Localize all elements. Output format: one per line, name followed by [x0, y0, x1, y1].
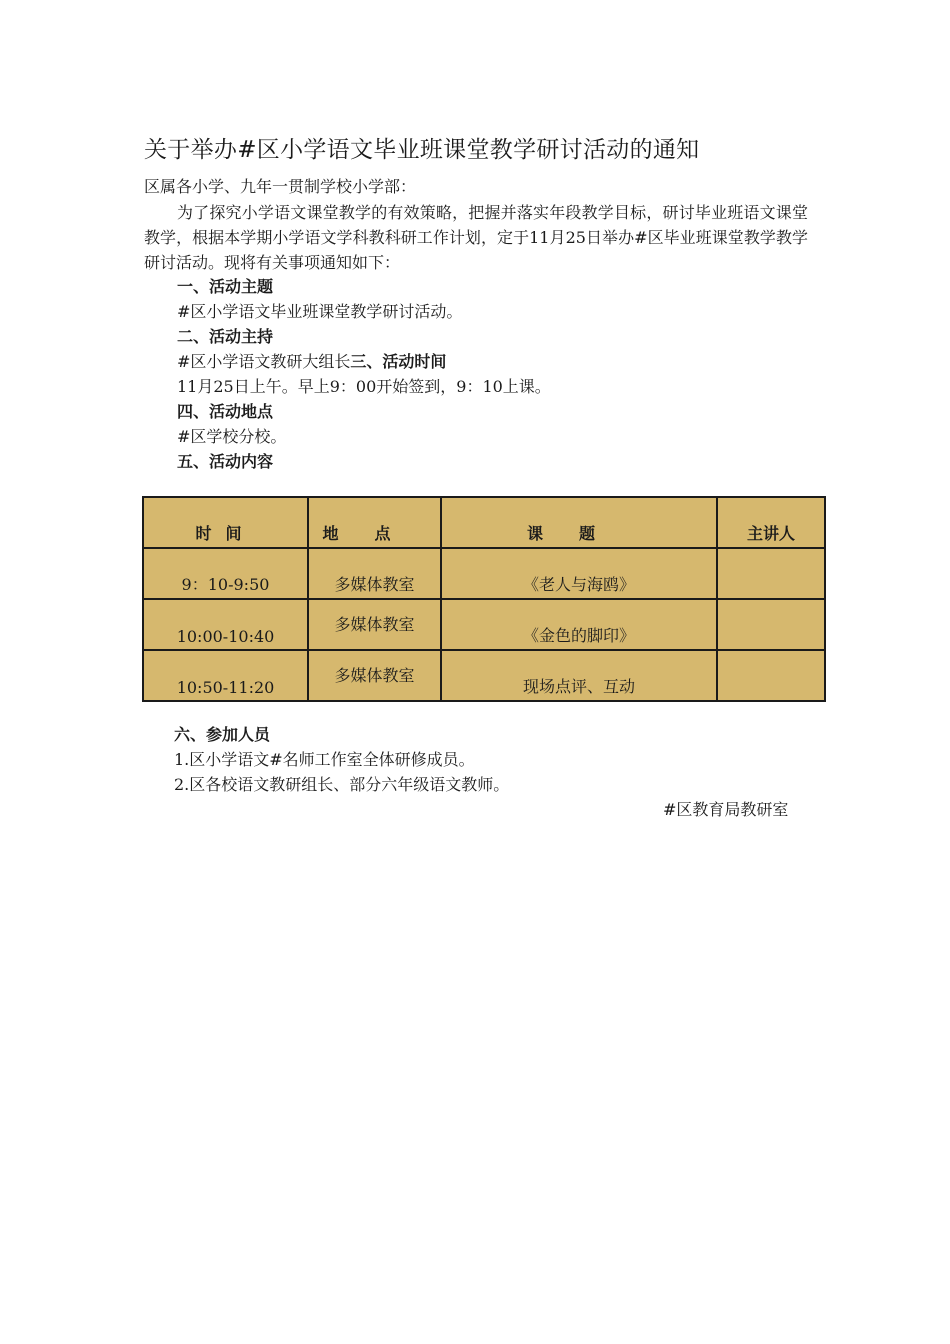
- table-row: [143, 548, 825, 599]
- cell-topic: 《老人与海鸥》: [441, 548, 717, 599]
- section-3-heading: 三、活动时间: [350, 352, 447, 371]
- salutation: 区属各小学、九年一贯制学校小学部：: [144, 177, 417, 196]
- intro-paragraph: 为了探究小学语文课堂教学的有效策略，把握并落实年段教学目标，研讨毕业班语文课堂教学，根据本学期小学语文学科教科研工作计划，定于11月25日举办#区毕业班课堂教学教学研讨活动。现将有关事项通知如下：: [144, 203, 808, 272]
- cell-place: 多媒体教室: [308, 650, 441, 701]
- section-2-text: #区小学语文教研大组长: [177, 352, 351, 371]
- section-4-text: #区学校分校。: [177, 427, 287, 446]
- header-place: 地点: [308, 497, 441, 548]
- cell-speaker: [717, 599, 825, 650]
- cell-topic: 《金色的脚印》: [441, 599, 717, 650]
- table-row: [143, 599, 825, 650]
- cell-time: 10:00-10:40: [143, 599, 308, 650]
- cell-place: 多媒体教室: [308, 599, 441, 650]
- cell-topic: 现场点评、互动: [441, 650, 717, 701]
- cell-place: 多媒体教室: [308, 548, 441, 599]
- section-2-line: [177, 350, 446, 374]
- participant-item: 2.区各校语文教研组长、部分六年级语文教师。: [174, 775, 510, 794]
- signature: #区教育局教研室: [663, 800, 789, 819]
- header-topic: 课题: [441, 497, 717, 548]
- header-speaker: 主讲人: [717, 497, 825, 548]
- section-4-heading: 四、活动地点: [177, 402, 274, 421]
- schedule-table: [142, 496, 826, 702]
- header-time: 时间: [143, 497, 308, 548]
- cell-time: 10:50-11:20: [143, 650, 308, 701]
- section-5-heading: 五、活动内容: [177, 452, 274, 471]
- document-title: 关于举办#区小学语文毕业班课堂教学研讨活动的通知: [144, 137, 700, 163]
- participant-item: 1.区小学语文#名师工作室全体研修成员。: [174, 750, 475, 769]
- cell-speaker: [717, 650, 825, 701]
- section-2-heading: 二、活动主持: [177, 327, 274, 346]
- table-header-row: [143, 497, 825, 548]
- table-row: [143, 650, 825, 701]
- section-6-heading: 六、参加人员: [174, 725, 271, 744]
- cell-speaker: [717, 548, 825, 599]
- section-1-heading: 一、活动主题: [177, 277, 274, 296]
- section-3-text: 11月25日上午。早上9：00开始签到，9：10上课。: [177, 377, 551, 396]
- cell-time: 9：10-9:50: [143, 548, 308, 599]
- section-1-text: #区小学语文毕业班课堂教学研讨活动。: [177, 302, 463, 321]
